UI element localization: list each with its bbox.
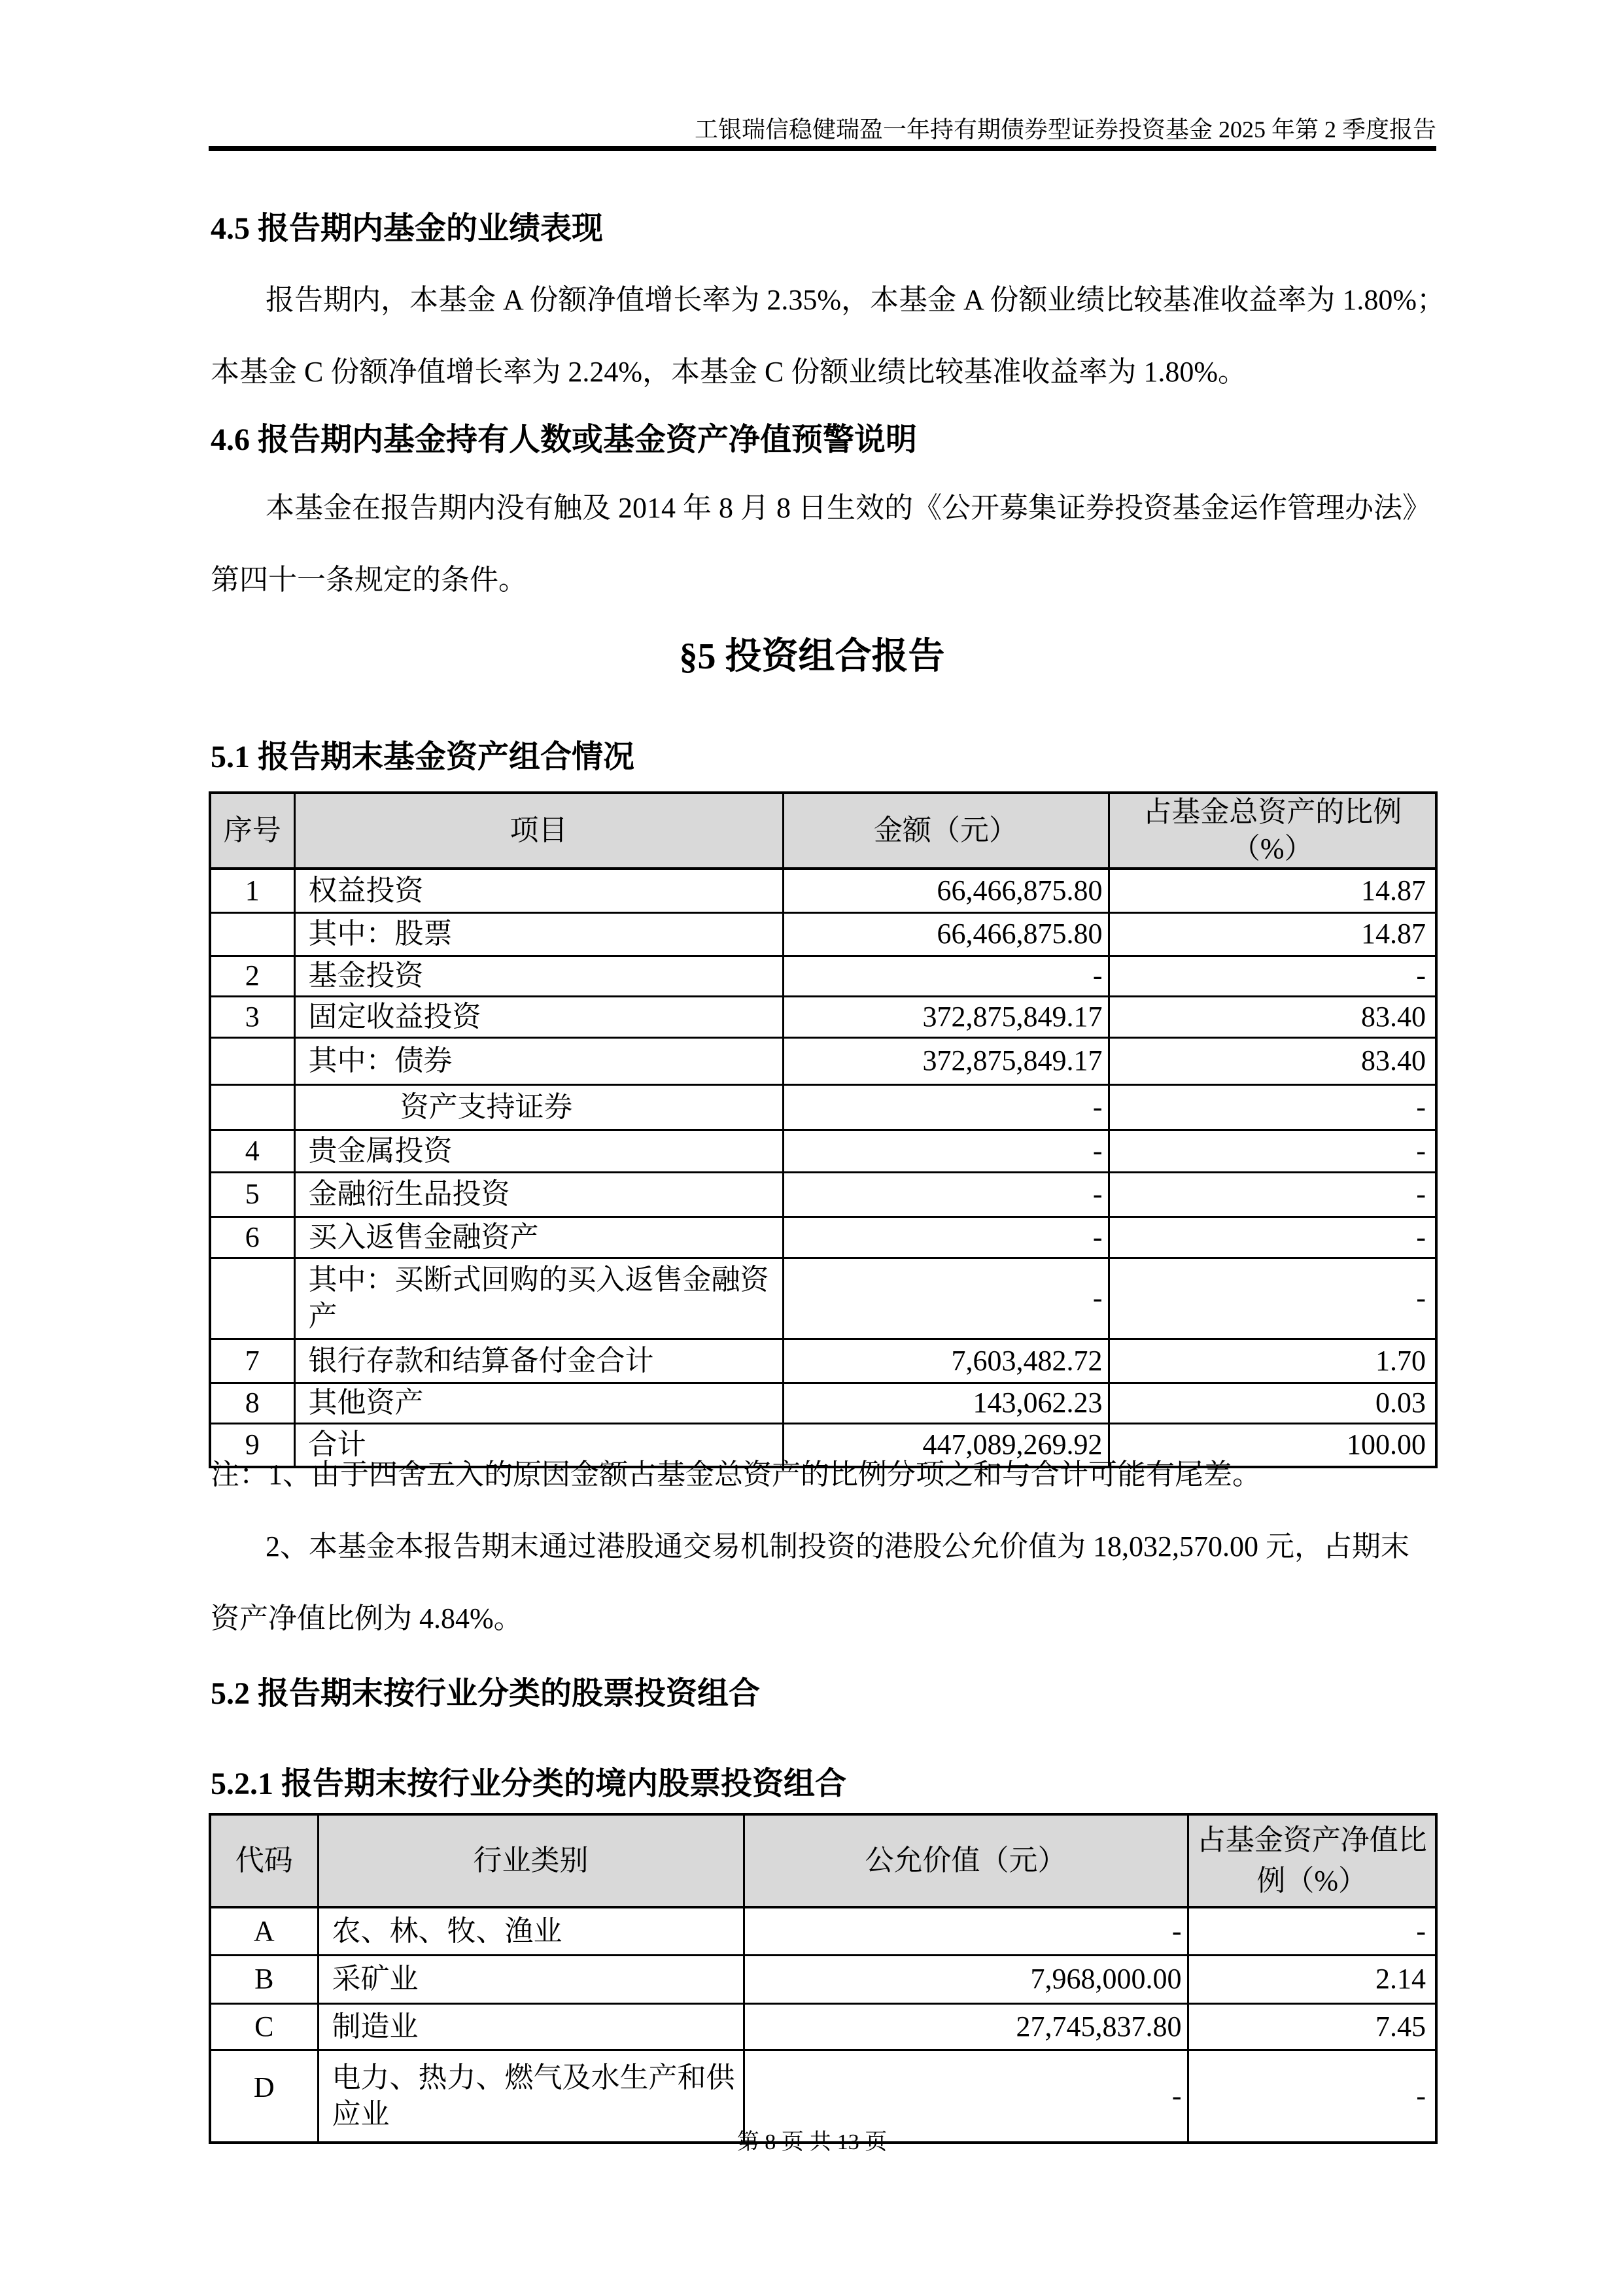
section-5-1-heading: 5.1 报告期末基金资产组合情况 [211,740,635,774]
asset-col-amount-header: 金额（元） [783,793,1109,869]
asset-row-bank-deposit: 7 银行存款和结算备付金合计 7,603,482.72 1.70 [210,1339,1436,1383]
warning-line-2: 第四十一条规定的条件。 [211,564,527,596]
asset-composition-table [209,791,1438,1468]
asset-row-abs: 资产支持证券 - - [210,1084,1436,1130]
industry-row-a: A 农、林、牧、渔业 - - [210,1907,1436,1955]
industry-row-d: D 电力、热力、燃气及水生产和供应业 - - [210,2050,1436,2143]
industry-table-header-row [210,1814,1436,1907]
asset-table-header-row [210,793,1436,869]
performance-line-1: 报告期内，本基金 A 份额净值增长率为 2.35%，本基金 A 份额业绩比较基准收益率为 1.80%； [266,284,1445,316]
industry-col-pct-header: 占基金资产净值比例（%） [1188,1814,1436,1907]
asset-row-stock: 其中：股票 66,466,875.80 14.87 [210,912,1436,956]
page-footer: 第 8 页 共 13 页 [736,2130,888,2154]
warning-paragraph [211,472,1436,616]
section-5-heading: §5 投资组合报告 [679,636,945,677]
asset-table-notes [211,1439,1436,1655]
section-4-6-heading: 4.6 报告期内基金持有人数或基金资产净值预警说明 [211,423,918,457]
asset-row-total: 9 合计 447,089,269.92 100.00 [210,1423,1436,1467]
note-line-2: 2、本基金本报告期末通过港股通交易机制投资的港股公允价值为 18,032,570.00 元，占期末 [266,1530,1409,1562]
industry-col-name-header: 行业类别 [318,1814,744,1907]
industry-col-code-header: 代码 [210,1814,318,1907]
asset-row-bond: 其中：债券 372,875,849.17 83.40 [210,1037,1436,1084]
note-line-3: 资产净值比例为 4.84%。 [211,1602,523,1634]
asset-col-pct-header: 占基金总资产的比例（%） [1109,793,1436,869]
performance-line-2: 本基金 C 份额净值增长率为 2.24%，本基金 C 份额业绩比较基准收益率为 1.80%。 [211,356,1247,388]
industry-row-c: C 制造业 27,745,837.80 7.45 [210,2003,1436,2050]
asset-row-precious-metal: 4 贵金属投资 - - [210,1130,1436,1172]
asset-row-reverse-repo: 6 买入返售金融资产 - - [210,1217,1436,1258]
header-rule [209,146,1436,151]
section-5-2-1-heading: 5.2.1 报告期末按行业分类的境内股票投资组合 [211,1767,847,1801]
section-4-5-heading: 4.5 报告期内基金的业绩表现 [211,211,604,246]
asset-row-fund: 2 基金投资 - - [210,956,1436,996]
asset-row-fixed-income: 3 固定收益投资 372,875,849.17 83.40 [210,996,1436,1037]
asset-row-derivatives: 5 金融衍生品投资 - - [210,1172,1436,1217]
asset-row-equity: 1 权益投资 66,466,875.80 14.87 [210,869,1436,912]
performance-paragraph [211,264,1445,408]
industry-stock-table [209,1813,1438,2144]
section-5-2-heading: 5.2 报告期末按行业分类的股票投资组合 [211,1676,761,1711]
asset-col-no-header: 序号 [210,793,294,869]
header-title: 工银瑞信稳健瑞盈一年持有期债券型证券投资基金 2025 年第 2 季度报告 [694,116,1436,143]
warning-line-1: 本基金在报告期内没有触及 2014 年 8 月 8 日生效的《公开募集证券投资基金运作管理办法》 [266,492,1431,524]
note-line-1: 注：1、由于四舍五入的原因金额占基金总资产的比例分项之和与合计可能有尾差。 [211,1458,1261,1491]
asset-row-outright-repo: 其中：买断式回购的买入返售金融资产 - - [210,1258,1436,1339]
asset-col-item-header: 项目 [294,793,783,869]
asset-row-other: 8 其他资产 143,062.23 0.03 [210,1383,1436,1423]
industry-col-value-header: 公允价值（元） [744,1814,1188,1907]
industry-row-b: B 采矿业 7,968,000.00 2.14 [210,1955,1436,2003]
